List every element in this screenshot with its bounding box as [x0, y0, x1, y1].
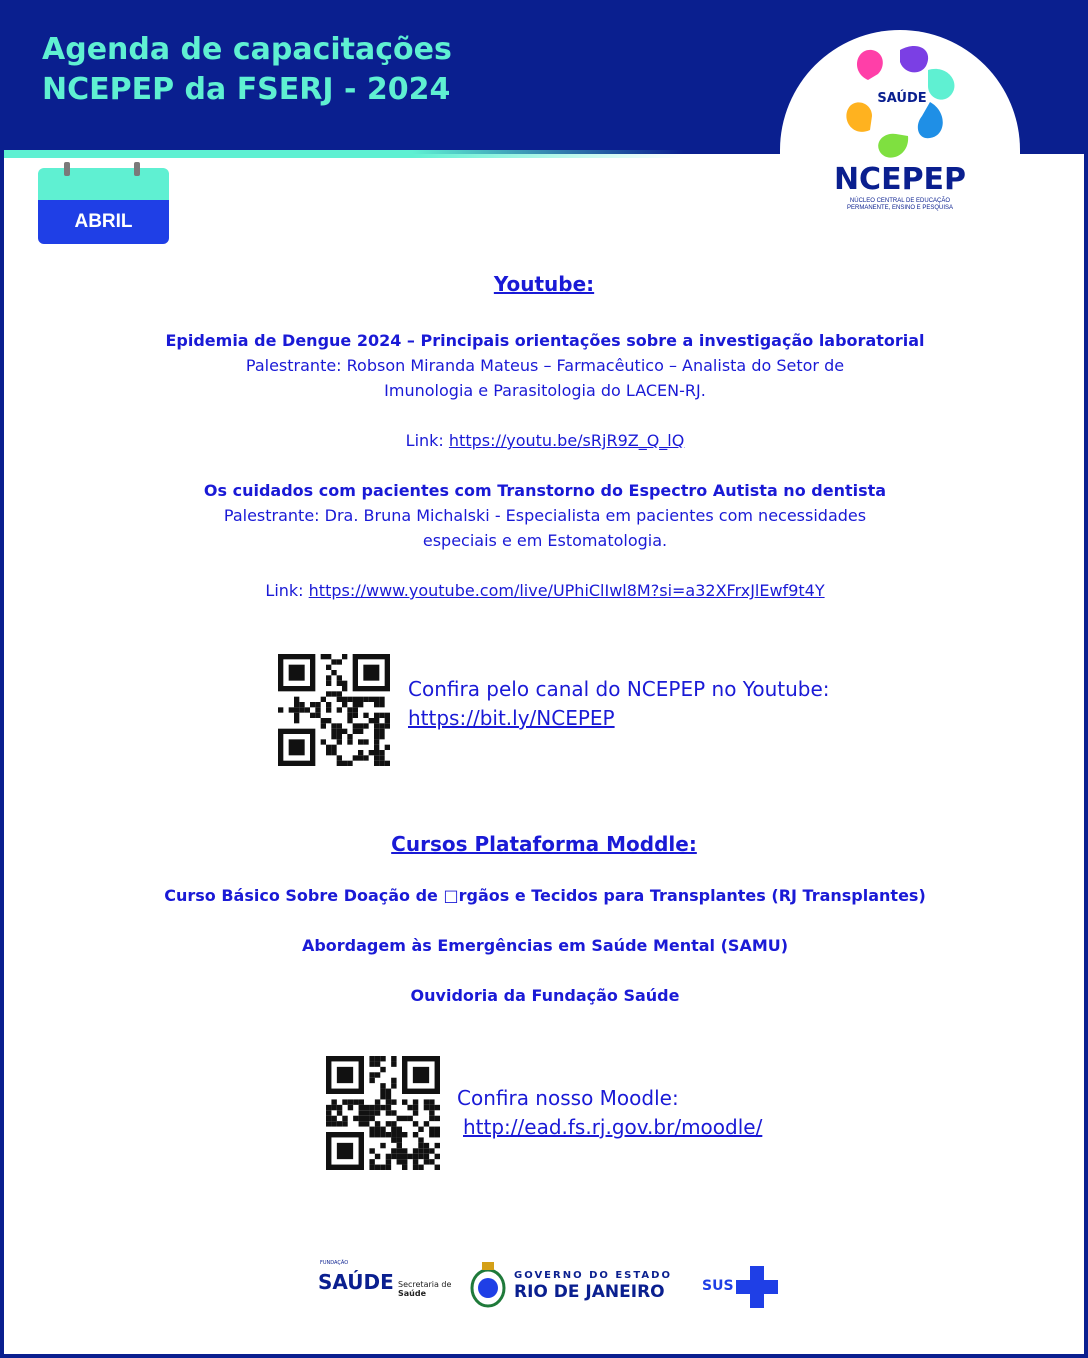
fundacao-saude-logo: SAÚDE: [318, 1270, 394, 1294]
course-item: Curso Básico Sobre Doação de □rgãos e Tecidos para Transplantes (RJ Transplantes): [164, 886, 926, 905]
calendar-ring-icon: [64, 162, 70, 176]
sus-logo: SUS: [702, 1278, 734, 1294]
logo-name: NCEPEP: [833, 162, 967, 197]
calendar-month: ABRIL: [38, 200, 169, 244]
youtube-item: [150, 328, 940, 453]
sus-cross-icon: [736, 1266, 778, 1308]
youtube-qr-code-icon[interactable]: [278, 654, 390, 766]
youtube-heading: Youtube:: [493, 272, 595, 296]
calendar-top: [38, 168, 169, 200]
video-link[interactable]: https://www.youtube.com/live/UPhiClIwl8M?si=a32XFrxJlEwf9t4Y: [308, 581, 825, 600]
rio-coat-of-arms-icon: [468, 1260, 508, 1310]
youtube-qr-caption: Confira pelo canal do NCEPEP no Youtube: https://bit.ly/NCEPEP: [408, 675, 830, 733]
secretaria-logo: Secretaria de Saúde: [398, 1280, 452, 1298]
footer-logos: [318, 1260, 780, 1310]
item-speaker: Imunologia e Parasitologia do LACEN-RJ.: [384, 381, 706, 400]
course-item: Abordagem às Emergências em Saúde Mental (SAMU): [301, 936, 789, 955]
page-title: [42, 30, 452, 110]
ncepep-logo-icon: [838, 40, 962, 164]
item-title: Epidemia de Dengue 2024 – Principais orientações sobre a investigação laboratorial: [165, 331, 925, 350]
moodle-qr-code-icon[interactable]: [326, 1056, 440, 1170]
course-item: Ouvidoria da Fundação Saúde: [410, 986, 680, 1005]
logo-subtitle: NÚCLEO CENTRAL DE EDUCAÇÃO PERMANENTE, ENSINO E PESQUISA: [846, 198, 954, 211]
calendar-ring-icon: [134, 162, 140, 176]
video-link[interactable]: https://youtu.be/sRjR9Z_Q_lQ: [448, 431, 685, 450]
svg-text:SAÚDE: SAÚDE: [877, 91, 927, 106]
link-label: Link:: [265, 581, 309, 600]
item-speaker: Palestrante: Dra. Bruna Michalski - Especialista em pacientes com necessidades: [223, 506, 867, 525]
youtube-item: [150, 478, 940, 603]
item-title: Os cuidados com pacientes com Transtorno do Espectro Autista no dentista: [203, 481, 887, 500]
governo-label: GOVERNO DO ESTADO: [514, 1270, 672, 1281]
youtube-channel-link[interactable]: https://bit.ly/NCEPEP: [408, 706, 615, 730]
page-title-line2: NCEPEP da FSERJ - 2024: [42, 72, 451, 107]
calendar-badge: [38, 168, 169, 244]
rio-de-janeiro-label: RIO DE JANEIRO: [514, 1282, 665, 1302]
item-speaker: especiais e em Estomatologia.: [422, 531, 668, 550]
link-label: Link:: [405, 431, 449, 450]
accent-strip: [4, 150, 684, 158]
page-title-line1: Agenda de capacitações: [42, 32, 452, 67]
fundacao-label: FUNDAÇÃO: [320, 1260, 349, 1266]
moodle-link[interactable]: http://ead.fs.rj.gov.br/moodle/: [463, 1115, 763, 1139]
moodle-heading: Cursos Plataforma Moddle:: [391, 832, 697, 856]
item-speaker: Palestrante: Robson Miranda Mateus – Farmacêutico – Analista do Setor de: [245, 356, 845, 375]
moodle-qr-caption: Confira nosso Moodle: http://ead.fs.rj.gov.br/moodle/: [457, 1084, 762, 1142]
